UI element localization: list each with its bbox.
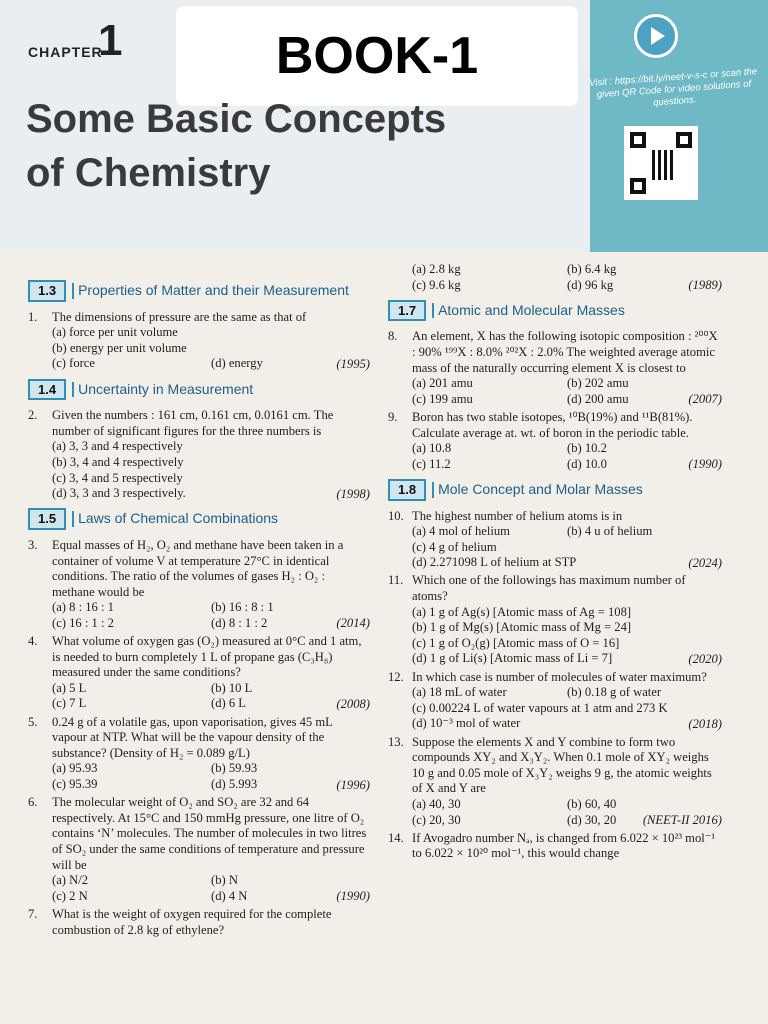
chapter-label: CHAPTER <box>28 44 103 60</box>
answer-option[interactable]: (a) 10.8 <box>412 441 452 456</box>
question-item <box>28 795 370 905</box>
answer-option[interactable]: (d) 4 N <box>211 888 248 903</box>
question-item <box>28 634 370 713</box>
answer-option[interactable]: (b) 3, 4 and 4 respectively <box>52 454 184 469</box>
question-number: 1. <box>28 309 38 324</box>
answer-option[interactable]: (d) 2.271098 L of helium at STP <box>412 555 577 570</box>
question-number: 13. <box>388 734 404 749</box>
answer-option[interactable]: (a) force per unit volume <box>52 325 178 340</box>
question-item <box>388 831 722 862</box>
answer-options <box>52 681 370 712</box>
question-body <box>52 310 370 373</box>
answer-option[interactable]: (a) 2.8 kg <box>412 262 461 276</box>
answer-option[interactable]: (a) 5 L <box>52 680 87 695</box>
section-title: Mole Concept and Molar Masses <box>432 482 643 498</box>
answer-options <box>52 356 370 372</box>
exam-year-text: (2007) <box>688 392 722 407</box>
question-item <box>388 509 722 572</box>
exam-year-text: (1998) <box>336 486 370 501</box>
answer-option[interactable]: (c) 0.00224 L of water vapours at 1 atm and 273 K <box>412 700 668 715</box>
question-text: An element, X has the following isotopic composition : ²⁰⁰X : 90% ¹⁹⁹X : 8.0% ²⁰²X : 2.0% The weighted average atomic mass of the naturally occurring element X is closest to <box>412 329 718 375</box>
question-number: 3. <box>28 537 38 552</box>
section-heading <box>28 379 370 401</box>
section-number: 1.7 <box>388 300 426 322</box>
answer-option[interactable]: (a) 201 amu <box>412 376 473 391</box>
question-item <box>28 715 370 794</box>
question-body <box>412 573 722 667</box>
exam-year-text: (2008) <box>336 697 370 712</box>
question-item <box>388 573 722 667</box>
answer-option[interactable]: (d) 200 amu <box>567 391 629 406</box>
section-number: 1.4 <box>28 379 66 401</box>
answer-options <box>412 262 722 293</box>
exam-year-text: (2018) <box>688 717 722 731</box>
question-body <box>412 670 722 733</box>
question-number: 5. <box>28 714 38 729</box>
exam-year-text: (2024) <box>688 555 722 570</box>
answer-option[interactable]: (c) 4 g of helium <box>412 539 497 554</box>
answer-option[interactable]: (b) 1 g of Mg(s) [Atomic mass of Mg = 24] <box>412 620 632 635</box>
question-item <box>388 670 722 733</box>
question-number: 6. <box>28 795 38 810</box>
question-item <box>388 329 722 408</box>
question-text: In which case is number of molecules of water maximum? <box>412 669 707 684</box>
question-item <box>388 262 722 294</box>
question-text: What is the weight of oxygen required for the complete combustion of 2.8 kg of ethylene? <box>52 906 332 937</box>
question-body <box>412 831 722 862</box>
question-text: The dimensions of pressure are the same as that of <box>52 309 307 324</box>
title-line-2: of Chemistry <box>26 151 271 195</box>
question-item <box>388 735 722 829</box>
question-number: 14. <box>388 830 404 845</box>
visit-note[interactable]: Visit : https://bit.ly/neet-v-s-c or scan the given QR Code for video solutions of questions. <box>588 66 758 109</box>
answer-option[interactable]: (a) 3, 3 and 4 respectively <box>52 439 183 454</box>
section-heading <box>28 280 370 302</box>
exam-year-text: (2020) <box>688 652 722 667</box>
answer-option[interactable]: (c) force <box>52 356 95 371</box>
section-title: Laws of Chemical Combinations <box>72 511 278 527</box>
exam-year-text: (1989) <box>688 278 722 293</box>
answer-option[interactable]: (b) 0.18 g of water <box>567 685 662 700</box>
section-title: Uncertainty in Measurement <box>72 382 253 398</box>
question-text: 0.24 g of a volatile gas, upon vaporisation, gives 45 mL vapour at NTP. What will be the vapour density of the substance? (Density of H₂ = 0.089 g/L) <box>52 714 333 760</box>
left-column <box>28 274 370 940</box>
answer-option[interactable]: (a) 4 mol of helium <box>412 524 510 539</box>
question-number: 8. <box>388 329 398 344</box>
answer-option[interactable]: (d) energy <box>211 356 263 371</box>
exam-year-text: (NEET-II 2016) <box>642 813 722 828</box>
answer-option[interactable]: (c) 2 N <box>52 888 88 903</box>
answer-option[interactable]: (b) 4 u of helium <box>567 524 653 539</box>
question-body <box>412 329 722 408</box>
answer-option[interactable]: (d) 96 kg <box>567 277 614 292</box>
answer-option[interactable]: (c) 95.39 <box>52 777 98 791</box>
question-item <box>28 538 370 632</box>
question-item <box>28 310 370 373</box>
section-number: 1.3 <box>28 280 66 302</box>
answer-options <box>52 600 370 631</box>
answer-option[interactable]: (a) 18 mL of water <box>412 685 507 700</box>
answer-option[interactable]: (b) 6.4 kg <box>567 262 617 276</box>
exam-year-text: (1990) <box>336 889 370 904</box>
answer-option[interactable]: (c) 199 amu <box>412 391 473 406</box>
answer-option[interactable]: (b) N <box>211 873 238 888</box>
question-body <box>52 408 370 502</box>
answer-option[interactable]: (b) 60, 40 <box>567 796 617 811</box>
question-body <box>412 509 722 572</box>
question-body <box>412 410 722 473</box>
question-body <box>52 907 370 938</box>
section-heading <box>388 300 722 322</box>
answer-option[interactable]: (c) 11.2 <box>412 456 451 471</box>
question-text: Given the numbers : 161 cm, 0.161 cm, 0.0161 cm. The number of significant figures for the three numbers is <box>52 408 334 438</box>
title-line-1: Some Basic Concepts <box>26 97 447 141</box>
answer-option[interactable]: (c) 16 : 1 : 2 <box>52 615 114 630</box>
section-heading <box>28 508 370 530</box>
answer-options <box>52 761 370 792</box>
answer-options <box>412 441 722 472</box>
chapter-title <box>26 92 446 200</box>
question-number: 4. <box>28 634 38 649</box>
question-item <box>28 408 370 502</box>
question-number: 12. <box>388 669 404 684</box>
answer-option[interactable]: (d) 8 : 1 : 2 <box>211 615 268 630</box>
question-body <box>412 262 722 294</box>
question-number: 7. <box>28 906 38 921</box>
answer-option[interactable]: (b) 16 : 8 : 1 <box>211 600 274 615</box>
right-column <box>388 262 722 864</box>
answer-options <box>412 524 722 540</box>
exam-year-text: (2014) <box>336 616 370 631</box>
question-text: Suppose the elements X and Y combine to form two compounds XY₂ and X₃Y₂. When 0.1 mole of XY₂ weighs 10 g and 0.05 mole of X₃Y₂ weighs 9 g, the atomic weights of X and Y are <box>412 734 712 796</box>
answer-option[interactable]: (d) 10⁻³ mol of water <box>412 716 521 731</box>
answer-option[interactable]: (c) 3, 4 and 5 respectively <box>52 470 183 485</box>
question-body <box>52 538 370 632</box>
answer-option[interactable]: (d) 1 g of Li(s) [Atomic mass of Li = 7] <box>412 651 613 666</box>
answer-option[interactable]: (b) 59.93 <box>211 761 258 776</box>
section-title: Properties of Matter and their Measurement <box>72 283 349 299</box>
question-number <box>388 262 412 294</box>
answer-option[interactable]: (c) 20, 30 <box>412 812 461 827</box>
qr-code-icon[interactable] <box>624 126 698 200</box>
question-text: Boron has two stable isotopes, ¹⁰B(19%) and ¹¹B(81%). Calculate average at. wt. of boron in the periodic table. <box>412 409 693 440</box>
answer-option[interactable]: (c) 1 g of O₂(g) [Atomic mass of O = 16] <box>412 635 620 650</box>
answer-option[interactable]: (b) 202 amu <box>567 376 629 391</box>
question-number: 11. <box>388 573 404 588</box>
exam-year-text: (1990) <box>688 457 722 472</box>
section-number: 1.8 <box>388 479 426 501</box>
answer-option[interactable]: (a) 40, 30 <box>412 796 461 811</box>
question-text: The highest number of helium atoms is in <box>412 508 623 523</box>
answer-option[interactable]: (a) 8 : 16 : 1 <box>52 600 114 615</box>
answer-option[interactable]: (a) 1 g of Ag(s) [Atomic mass of Ag = 108] <box>412 604 632 619</box>
question-number: 9. <box>388 409 398 424</box>
answer-option[interactable]: (b) 10.2 <box>567 441 607 456</box>
section-title: Atomic and Molecular Masses <box>432 303 625 319</box>
question-body <box>412 735 722 829</box>
answer-options <box>412 685 722 701</box>
answer-option[interactable]: (b) 10 L <box>211 680 253 695</box>
question-text: Equal masses of H₂, O₂ and methane have been taken in a container of volume V at temperature 27°C in identical conditions. The ratio of the volumes of gases H₂ : O₂ : methane would be <box>52 537 344 599</box>
question-number: 10. <box>388 508 404 523</box>
question-item <box>388 410 722 473</box>
question-text: If Avogadro number Nₐ, is changed from 6.022 × 10²³ mol⁻¹ to 6.022 × 10²⁰ mol⁻¹, this would change <box>412 830 716 861</box>
answer-option[interactable]: (d) 6 L <box>211 696 246 711</box>
answer-option[interactable]: (b) energy per unit volume <box>52 340 187 355</box>
exam-year-text: (1996) <box>336 777 370 792</box>
answer-options <box>52 873 370 904</box>
answer-option[interactable]: (d) 30, 20 <box>567 812 617 827</box>
book-label: BOOK-1 <box>176 6 578 106</box>
answer-option[interactable]: (d) 5.993 <box>211 777 258 791</box>
answer-option[interactable]: (c) 9.6 kg <box>412 277 461 292</box>
answer-option[interactable]: (a) 95.93 <box>52 761 98 776</box>
video-play-icon[interactable] <box>634 14 678 58</box>
answer-options <box>412 376 722 407</box>
question-text: The molecular weight of O₂ and SO₂ are 32 and 64 respectively. At 15°C and 150 mmHg pressure, one litre of O₂ contains ‘N’ molecules. The number of molecules in two litres of SO₂ under the same conditions of temperature and pressure will be <box>52 795 367 872</box>
question-number: 2. <box>28 408 38 423</box>
section-heading <box>388 479 722 501</box>
section-number: 1.5 <box>28 508 66 530</box>
question-text: Which one of the followings has maximum number of atoms? <box>412 573 686 604</box>
question-body <box>52 715 370 794</box>
question-text: What volume of oxygen gas (O₂) measured at 0°C and 1 atm, is needed to burn completely 1 L of propane gas (C₃H₈) measured under the same conditions? <box>52 634 362 680</box>
question-item <box>28 907 370 938</box>
chapter-number: 1 <box>98 16 123 65</box>
exam-year-text: (1995) <box>336 356 370 371</box>
answer-option[interactable]: (d) 3, 3 and 3 respectively. <box>52 486 186 501</box>
answer-option[interactable]: (c) 7 L <box>52 696 87 711</box>
answer-option[interactable]: (a) N/2 <box>52 873 89 888</box>
answer-option[interactable]: (d) 10.0 <box>567 456 607 471</box>
question-body <box>52 795 370 905</box>
question-body <box>52 634 370 713</box>
